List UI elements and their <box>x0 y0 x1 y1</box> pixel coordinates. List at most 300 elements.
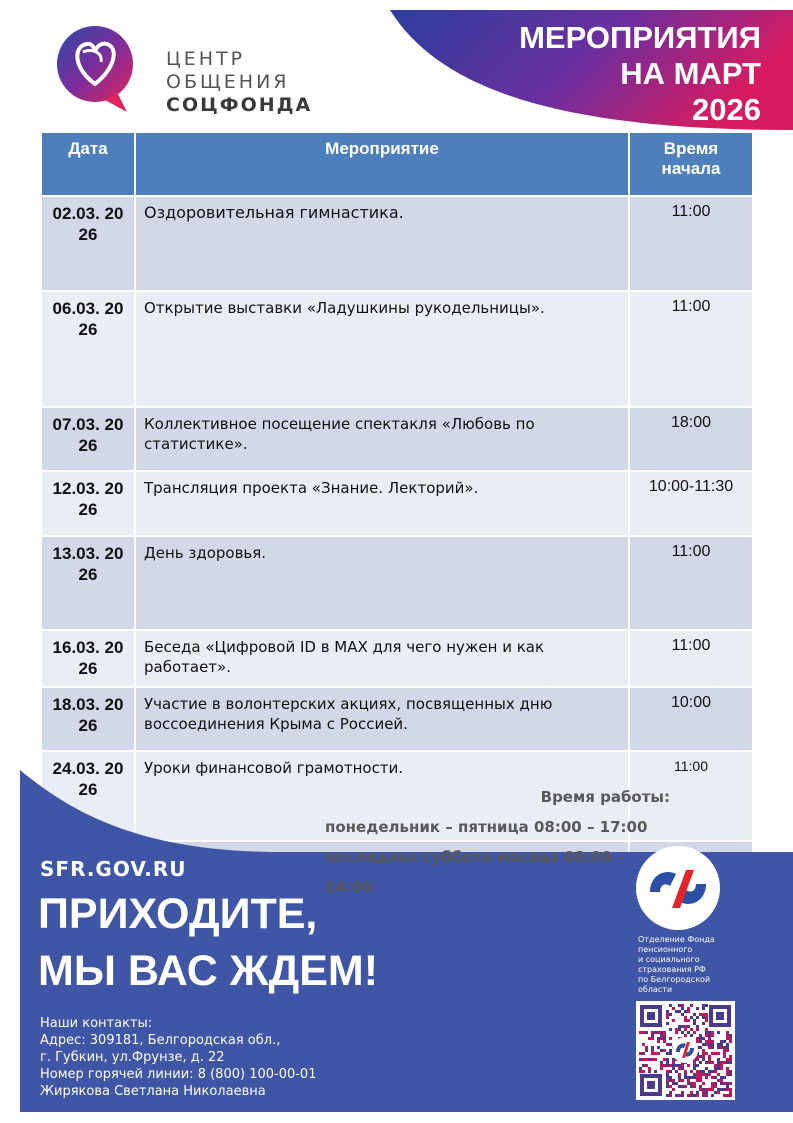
table-row <box>41 536 753 630</box>
row-event: Участие в волонтерских акциях, посвященных дню воссоединения Крыма с Россией. <box>135 687 629 751</box>
qr-module <box>654 1058 657 1061</box>
qr-module <box>726 1073 729 1076</box>
org-line-3: и социального <box>638 955 700 964</box>
qr-module <box>669 1004 672 1007</box>
qr-module <box>720 1067 723 1070</box>
qr-module <box>705 1016 708 1019</box>
qr-module <box>642 1031 645 1034</box>
title-line-3: 2026 <box>692 92 761 127</box>
qr-module <box>654 1031 657 1034</box>
qr-module <box>702 1013 705 1016</box>
qr-module <box>693 1085 696 1088</box>
qr-module <box>651 1049 654 1052</box>
qr-module <box>672 1064 675 1067</box>
qr-module <box>666 1079 669 1082</box>
org-line-1: Отделение Фонда <box>638 935 715 944</box>
qr-module <box>705 1052 708 1055</box>
qr-module <box>714 1082 717 1085</box>
qr-module <box>696 1016 699 1019</box>
qr-module <box>702 1073 705 1076</box>
qr-module <box>669 1028 672 1031</box>
col-header-time: Время начала <box>629 132 753 196</box>
qr-module <box>666 1085 669 1088</box>
qr-module <box>720 1046 723 1049</box>
qr-module <box>663 1034 666 1037</box>
logo-line-3: СОЦФОНДА <box>166 94 313 116</box>
qr-module <box>723 1076 726 1079</box>
qr-module <box>648 1058 651 1061</box>
row-event: Оздоровительная гимнастика. <box>135 196 629 291</box>
qr-module <box>663 1037 666 1040</box>
qr-module <box>705 1091 708 1094</box>
qr-module <box>657 1037 660 1040</box>
qr-module <box>702 1052 705 1055</box>
qr-module <box>678 1025 681 1028</box>
qr-module <box>729 1082 732 1085</box>
qr-module <box>696 1037 699 1040</box>
qr-module <box>681 1067 684 1070</box>
qr-module <box>726 1034 729 1037</box>
qr-module <box>714 1085 717 1088</box>
qr-module <box>666 1094 669 1097</box>
date-text: 24.03. 2026 <box>52 759 124 799</box>
qr-module <box>705 1013 708 1016</box>
website-link[interactable]: SFR.GOV.RU <box>40 857 187 881</box>
qr-module <box>651 1052 654 1055</box>
row-event: Уроки финансовой грамотности. <box>135 751 629 841</box>
qr-module <box>702 1055 705 1058</box>
qr-module <box>672 1082 675 1085</box>
qr-module <box>642 1052 645 1055</box>
qr-module <box>726 1088 729 1091</box>
qr-module <box>687 1010 690 1013</box>
qr-module <box>693 1019 696 1022</box>
qr-module <box>663 1058 666 1061</box>
qr-module <box>639 1070 642 1073</box>
qr-module <box>669 1091 672 1094</box>
qr-module <box>711 1034 714 1037</box>
qr-module <box>702 1070 705 1073</box>
qr-module <box>699 1046 702 1049</box>
row-date <box>41 196 135 291</box>
qr-module <box>705 1094 708 1097</box>
title-line-2: НА МАРТ <box>620 56 761 91</box>
qr-code[interactable] <box>636 1001 735 1100</box>
qr-module <box>708 1073 711 1076</box>
qr-module <box>708 1055 711 1058</box>
qr-module <box>708 1046 711 1049</box>
qr-module <box>666 1052 669 1055</box>
table-row <box>41 471 753 536</box>
qr-module <box>639 1067 642 1070</box>
qr-module <box>690 1034 693 1037</box>
qr-module <box>711 1031 714 1034</box>
qr-module <box>723 1094 726 1097</box>
table-row <box>41 407 753 471</box>
row-date <box>41 407 135 471</box>
row-time: 11:00 <box>629 751 753 841</box>
qr-module <box>669 1064 672 1067</box>
qr-module <box>678 1067 681 1070</box>
qr-module <box>726 1067 729 1070</box>
qr-module <box>690 1091 693 1094</box>
qr-module <box>699 1070 702 1073</box>
row-event: Открытие выставки «Ладушкины рукодельницы». <box>135 291 629 407</box>
qr-module <box>678 1064 681 1067</box>
qr-module <box>675 1094 678 1097</box>
qr-module <box>657 1040 660 1043</box>
heart-logo-icon <box>55 22 135 114</box>
qr-module <box>726 1070 729 1073</box>
qr-module <box>729 1073 732 1076</box>
qr-module <box>702 1016 705 1019</box>
qr-module <box>687 1031 690 1034</box>
qr-module <box>696 1028 699 1031</box>
work-hours-line-2: последняя суббота месяца 08:00 – <box>325 848 625 866</box>
contacts-block <box>40 1015 316 1100</box>
qr-module <box>708 1088 711 1091</box>
qr-module <box>699 1061 702 1064</box>
qr-module <box>729 1040 732 1043</box>
qr-module <box>714 1070 717 1073</box>
qr-module <box>693 1067 696 1070</box>
qr-module <box>726 1094 729 1097</box>
qr-module <box>729 1061 732 1064</box>
qr-module <box>705 1034 708 1037</box>
qr-module <box>696 1070 699 1073</box>
qr-module <box>723 1061 726 1064</box>
col-header-event: Мероприятие <box>135 132 629 196</box>
qr-module <box>729 1055 732 1058</box>
qr-module <box>717 1043 720 1046</box>
qr-module <box>708 1031 711 1034</box>
qr-module <box>687 1007 690 1010</box>
qr-module <box>678 1079 681 1082</box>
qr-module <box>717 1031 720 1034</box>
qr-module <box>696 1094 699 1097</box>
qr-module <box>699 1055 702 1058</box>
qr-module <box>729 1088 732 1091</box>
qr-module <box>669 1037 672 1040</box>
qr-module <box>648 1070 651 1073</box>
qr-module <box>651 1046 654 1049</box>
qr-module <box>693 1094 696 1097</box>
work-hours-line-1: понедельник – пятница 08:00 – 17:00 <box>325 818 648 836</box>
work-hours-line-3: 14:00 <box>325 878 373 896</box>
qr-module <box>663 1064 666 1067</box>
qr-module <box>687 1079 690 1082</box>
qr-module <box>714 1052 717 1055</box>
qr-module <box>714 1064 717 1067</box>
qr-module <box>714 1076 717 1079</box>
qr-module <box>654 1052 657 1055</box>
qr-module <box>690 1028 693 1031</box>
qr-module <box>681 1094 684 1097</box>
qr-module <box>717 1091 720 1094</box>
qr-module <box>702 1004 705 1007</box>
qr-module <box>705 1043 708 1046</box>
qr-module <box>666 1016 669 1019</box>
qr-module <box>660 1031 663 1034</box>
qr-module <box>699 1088 702 1091</box>
qr-module <box>690 1004 693 1007</box>
qr-module <box>702 1082 705 1085</box>
qr-module <box>699 1013 702 1016</box>
qr-module <box>639 1058 642 1061</box>
qr-module <box>711 1094 714 1097</box>
qr-module <box>690 1016 693 1019</box>
qr-module <box>651 1058 654 1061</box>
qr-module <box>723 1052 726 1055</box>
qr-module <box>642 1070 645 1073</box>
qr-module <box>657 1052 660 1055</box>
qr-module <box>705 1088 708 1091</box>
row-time: 11:00 <box>629 536 753 630</box>
qr-module <box>681 1013 684 1016</box>
qr-module <box>639 1031 642 1034</box>
qr-module <box>729 1094 732 1097</box>
qr-module <box>696 1064 699 1067</box>
qr-module <box>684 1025 687 1028</box>
qr-module <box>690 1094 693 1097</box>
row-event: Беседа «Цифровой ID в MAX для чего нужен и как работает». <box>135 630 629 687</box>
qr-module <box>681 1007 684 1010</box>
qr-module <box>681 1004 684 1007</box>
qr-module <box>702 1037 705 1040</box>
row-time: 11:00 <box>629 196 753 291</box>
qr-module <box>717 1067 720 1070</box>
row-time: 10:00-11:30 <box>629 471 753 536</box>
qr-module <box>645 1049 648 1052</box>
qr-module <box>693 1013 696 1016</box>
qr-module <box>648 1067 651 1070</box>
qr-module <box>669 1070 672 1073</box>
qr-module <box>705 1040 708 1043</box>
qr-module <box>687 1082 690 1085</box>
row-event: Коллективное посещение спектакля «Любовь по статистике». <box>135 407 629 471</box>
qr-module <box>699 1034 702 1037</box>
qr-module <box>684 1073 687 1076</box>
org-line-2: пенсионного <box>638 945 693 954</box>
page-title <box>519 20 761 128</box>
qr-module <box>660 1037 663 1040</box>
qr-module <box>726 1046 729 1049</box>
qr-module <box>720 1040 723 1043</box>
qr-module <box>702 1058 705 1061</box>
qr-module <box>702 1043 705 1046</box>
qr-module <box>657 1031 660 1034</box>
qr-module <box>702 1091 705 1094</box>
qr-module <box>684 1034 687 1037</box>
qr-module <box>642 1064 645 1067</box>
qr-module <box>726 1031 729 1034</box>
qr-module <box>711 1070 714 1073</box>
qr-module <box>696 1025 699 1028</box>
qr-module <box>696 1076 699 1079</box>
qr-module <box>705 1073 708 1076</box>
row-event: День здоровья. <box>135 536 629 630</box>
qr-module <box>681 1085 684 1088</box>
row-time: 11:00 <box>629 291 753 407</box>
qr-module <box>672 1058 675 1061</box>
qr-code-icon <box>636 1001 735 1100</box>
qr-module <box>699 1076 702 1079</box>
qr-module <box>684 1076 687 1079</box>
qr-module <box>729 1091 732 1094</box>
table-header-row <box>41 132 753 196</box>
qr-module <box>681 1025 684 1028</box>
qr-module <box>726 1085 729 1088</box>
qr-module <box>645 1046 648 1049</box>
qr-module <box>723 1040 726 1043</box>
qr-module <box>645 1064 648 1067</box>
qr-module <box>714 1067 717 1070</box>
qr-module <box>723 1082 726 1085</box>
qr-module <box>705 1019 708 1022</box>
qr-module <box>690 1076 693 1079</box>
qr-module <box>666 1013 669 1016</box>
qr-module <box>651 1037 654 1040</box>
qr-module <box>699 1040 702 1043</box>
qr-module <box>729 1037 732 1040</box>
qr-module <box>693 1076 696 1079</box>
qr-module <box>684 1019 687 1022</box>
qr-module <box>690 1082 693 1085</box>
qr-module <box>681 1064 684 1067</box>
qr-module <box>726 1049 729 1052</box>
qr-module <box>702 1049 705 1052</box>
work-hours-title: Время работы: <box>540 788 670 806</box>
qr-module <box>702 1022 705 1025</box>
qr-module <box>696 1007 699 1010</box>
qr-module <box>687 1076 690 1079</box>
qr-module <box>660 1061 663 1064</box>
address-line-2: г. Губкин, ул.Фрунзе, д. 22 <box>40 1050 225 1065</box>
col-header-date: Дата <box>41 132 135 196</box>
qr-module <box>729 1034 732 1037</box>
qr-module <box>711 1061 714 1064</box>
qr-module <box>720 1082 723 1085</box>
qr-module <box>666 1043 669 1046</box>
table-row <box>41 291 753 407</box>
work-hours-block <box>310 782 670 902</box>
qr-module <box>711 1043 714 1046</box>
qr-module <box>666 1010 669 1013</box>
qr-module <box>708 1034 711 1037</box>
qr-module <box>726 1058 729 1061</box>
qr-module <box>687 1019 690 1022</box>
date-text: 13.03. 2026 <box>52 544 124 584</box>
row-event: Трансляция проекта «Знание. Лекторий». <box>135 471 629 536</box>
qr-module <box>711 1088 714 1091</box>
qr-module <box>711 1082 714 1085</box>
qr-module <box>708 1043 711 1046</box>
slogan-line-1: ПРИХОДИТЕ, <box>38 890 318 938</box>
qr-module <box>702 1088 705 1091</box>
qr-module <box>705 1031 708 1034</box>
qr-module <box>717 1061 720 1064</box>
qr-module <box>675 1064 678 1067</box>
qr-module <box>684 1085 687 1088</box>
qr-module <box>726 1043 729 1046</box>
qr-module <box>717 1058 720 1061</box>
qr-module <box>687 1064 690 1067</box>
qr-module <box>693 1073 696 1076</box>
qr-module <box>705 1004 708 1007</box>
qr-module <box>672 1007 675 1010</box>
contact-person: Жирякова Светлана Николаевна <box>40 1084 266 1099</box>
qr-module <box>723 1046 726 1049</box>
qr-module <box>669 1049 672 1052</box>
org-line-6: области <box>638 985 673 994</box>
qr-module <box>660 1049 663 1052</box>
qr-module <box>669 1052 672 1055</box>
qr-module <box>711 1052 714 1055</box>
qr-module <box>648 1037 651 1040</box>
qr-module <box>675 1082 678 1085</box>
contacts-title: Наши контакты: <box>40 1016 153 1031</box>
qr-module <box>711 1040 714 1043</box>
qr-module <box>723 1049 726 1052</box>
qr-module <box>669 1076 672 1079</box>
qr-module <box>666 1022 669 1025</box>
qr-module <box>708 1040 711 1043</box>
qr-module <box>711 1046 714 1049</box>
qr-module <box>714 1091 717 1094</box>
qr-module <box>669 1085 672 1088</box>
qr-module <box>726 1061 729 1064</box>
qr-module <box>702 1007 705 1010</box>
qr-module <box>726 1082 729 1085</box>
qr-module <box>642 1043 645 1046</box>
slogan-line-2: МЫ ВАС ЖДЕМ! <box>38 947 379 995</box>
qr-module <box>663 1040 666 1043</box>
qr-module <box>696 1079 699 1082</box>
qr-module <box>708 1037 711 1040</box>
qr-module <box>711 1076 714 1079</box>
qr-module <box>666 1073 669 1076</box>
table-row <box>41 196 753 291</box>
qr-module <box>723 1055 726 1058</box>
date-text: 12.03. 2026 <box>52 479 124 519</box>
qr-module <box>717 1073 720 1076</box>
qr-module <box>678 1010 681 1013</box>
date-text: 06.03. 2026 <box>52 299 124 339</box>
date-text: 02.03. 2026 <box>52 204 124 244</box>
qr-module <box>699 1085 702 1088</box>
qr-module <box>681 1091 684 1094</box>
row-date <box>41 630 135 687</box>
date-text: 07.03. 2026 <box>52 415 124 455</box>
qr-module <box>687 1094 690 1097</box>
qr-module <box>699 1079 702 1082</box>
qr-module <box>645 1058 648 1061</box>
qr-module <box>720 1061 723 1064</box>
qr-module <box>705 1076 708 1079</box>
qr-module <box>696 1073 699 1076</box>
row-date <box>41 536 135 630</box>
qr-module <box>702 1094 705 1097</box>
slogan <box>38 886 378 1000</box>
qr-module <box>693 1061 696 1064</box>
qr-module <box>681 1079 684 1082</box>
qr-module <box>669 1079 672 1082</box>
qr-module <box>717 1088 720 1091</box>
date-text: 16.03. 2026 <box>52 638 124 678</box>
sfr-org-caption <box>638 935 738 995</box>
qr-module <box>651 1031 654 1034</box>
qr-module <box>696 1040 699 1043</box>
